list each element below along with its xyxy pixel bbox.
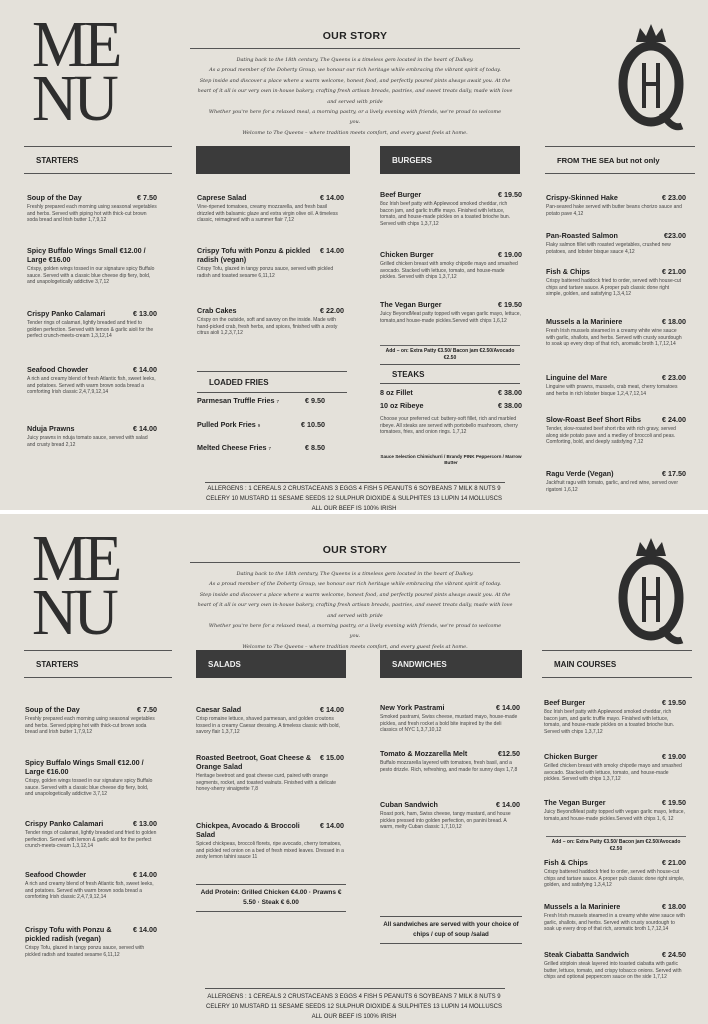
menu-item — [544, 858, 686, 889]
item-name: Spicy Buffalo Wings Small €12.00 / Large €16.00 — [25, 758, 144, 776]
item-desc: Crispy Tofu, glazed in tangy ponzu sauce, served with pickled radish and toasted sesame 6,11,12 — [197, 266, 334, 279]
menu-item — [546, 193, 686, 217]
item-desc: Crispy, golden wings tossed in our signature spicy Buffalo sauce. Served with a classic blue cheese dip fiery, bold, and unapologetically addictive 3,7,12 — [27, 266, 155, 286]
story-para: Dating back to the 18th century, The Queens is a timeless gem located in the heart of Dalkey. — [236, 57, 474, 63]
item-desc: Crispy on the outside, soft and savory on the inside. Made with hand-picked crab, fresh herbs, and spices, finished with a zesty citrus aioli 1,2,3,7,12 — [197, 317, 338, 337]
header-main-courses: MAIN COURSES — [542, 650, 692, 678]
item-desc: Roast pork, ham, Swiss cheese, tangy mustard, and house pickles pressed into golden perfection, on panini bread. A warm, melty Cuban classic 1,7,10,12 — [380, 811, 511, 831]
item-price: €12.50 — [498, 749, 520, 758]
item-name: 10 oz Ribeye — [380, 401, 424, 410]
menu-item — [380, 749, 520, 773]
story-divider — [190, 562, 520, 563]
menu-item — [196, 753, 344, 793]
menu-page-2 — [0, 514, 708, 1024]
menu-item — [197, 193, 344, 224]
item-desc: Smoked pastrami, Swiss cheese, mustard mayo, house-made pickles, and fresh rocket a bold bite inspired by the deli classics of NYC 1,3,7,10,12 — [380, 714, 518, 734]
sandwiches-column — [380, 703, 520, 843]
item-price: € 9.50 — [305, 396, 325, 405]
burger-addon: Add – on: Extra Patty €3.50/ Bacon jam €2.50/Avocado €2.50 — [551, 839, 681, 852]
item-desc: 8oz Irish beef patty with Applewood smoked cheddar, rich bacon jam, and garlic truffle mayo. Finished with lettuce, tomato, and house-made pickles on a toasted brioche bun. Served with chips 1,3,7,12 — [544, 709, 675, 735]
burger-addon: Add – on: Extra Patty €3.50/ Bacon jam €2.50/Avocado €2.50 — [385, 348, 515, 361]
menu-item — [546, 317, 686, 348]
menu-item — [546, 267, 686, 298]
item-desc: Tender rings of calamari, lightly breaded and fried to golden perfection. Served with lemon & garlic aioli for the perfect crunch-meets-cream 1,3,12,14 — [25, 830, 157, 850]
header-blank-band — [196, 146, 350, 174]
item-desc: Linguine with prawns, mussels, crab meat, cherry tomatoes and herbs in rich lobster bisque 1,2,4,7,12,14 — [546, 384, 678, 397]
menu-item — [197, 306, 344, 337]
item-price: € 18.00 — [662, 317, 686, 326]
menu-page-1 — [0, 0, 708, 510]
item-name: Roasted Beetroot, Goat Cheese & Orange Salad — [196, 753, 312, 771]
menu-item — [27, 246, 157, 286]
item-name: Slow-Roast Beef Short Ribs — [546, 415, 642, 424]
item-name: Nduja Prawns — [27, 424, 75, 433]
item-name: Fish & Chips — [544, 858, 588, 867]
header-starters: STARTERS — [24, 650, 172, 678]
item-price: € 38.00 — [498, 401, 522, 410]
story-para: Step inside and discover a place where a warm welcome, honest food, and perfectly poured pints always await you. At the — [199, 77, 511, 84]
from-the-sea-column — [546, 193, 686, 493]
menu-item — [196, 705, 344, 736]
item-desc: Grilled striploin steak layered into toasted ciabatta with garlic butter, lettuce, tomato, and crispy tobacco onions. Served with chips and optional peppercorn sauce on the side 1,7,12 — [544, 961, 682, 981]
allergens-note — [0, 992, 708, 1022]
menu-item — [27, 309, 157, 340]
header-starters: STARTERS — [24, 146, 172, 174]
item-price: € 14.00 — [320, 246, 344, 255]
menu-item — [27, 365, 157, 396]
item-price: € 14.00 — [133, 870, 157, 879]
item-price: € 19.50 — [498, 300, 522, 309]
menu-item — [25, 819, 157, 850]
allergen-code: 7 — [268, 446, 272, 451]
queens-crown-logo-icon — [618, 18, 684, 138]
menu-logo-line1: ME — [32, 522, 119, 595]
item-desc: Crispy Tofu, glazed in tangy ponzu sauce, served with pickled radish and toasted sesame 6,11,12 — [25, 945, 145, 958]
item-name: Chicken Burger — [544, 752, 598, 761]
item-desc: Pan-seared hake served with butter beans chorizo sauce and potato pave 4,12 — [546, 204, 682, 217]
menu-item — [380, 388, 522, 397]
item-desc: Tender rings of calamari, lightly breaded and fried to golden perfection. Served with lemon & garlic aioli for the perfect crunch-meets-cream 1,3,12,14 — [27, 320, 154, 340]
item-desc: Crispy battered haddock fried to order, served with house-cut chips and tartare sauce. A proper pub classic done right simple, golden, and satisfying 1,3,4,12 — [544, 869, 685, 889]
menu-item — [380, 300, 522, 324]
menu-item — [544, 698, 686, 735]
menu-item — [546, 415, 686, 446]
item-price: € 19.00 — [498, 250, 522, 259]
item-desc: Jackfruit ragu with tomato, garlic, and red wine, served over rigatoni 1,6,12 — [546, 480, 679, 493]
item-price: € 14.00 — [133, 925, 157, 934]
item-name: Cuban Sandwich — [380, 800, 438, 809]
add-protein-note: Add Protein: Grilled Chicken €4.00 · Prawns € 5.50 · Steak € 6.00 — [196, 884, 346, 912]
main-courses-column — [544, 698, 686, 822]
sauce-selection: Sauce Selection Chimichurri / Brandy PINK Peppercorn / Marrow Butter — [380, 454, 522, 465]
item-price: € 14.00 — [133, 365, 157, 374]
menu-item — [380, 190, 522, 227]
menu-logo-line2: NU — [32, 576, 115, 650]
item-desc: Grilled chicken breast with smoky chipotle mayo and smashed avocado. Stacked with lettuce, tomato, and house-made pickles. Served with chips 1,3,7,12 — [380, 261, 518, 281]
menu-item — [380, 800, 520, 831]
story-para: Whether you're here for a relaxed meal, a morning pastry, or a lively evening with friends, we're proud to welcome — [208, 623, 502, 630]
item-desc: 8oz Irish beef patty with Applewood smoked cheddar, rich bacon jam, and garlic truffle mayo. Finished with lettuce, tomato, and house-made pickles on a toasted brioche bun. Served with chips 1,3,7,12 — [380, 201, 511, 227]
item-name: Pulled Pork Fries — [197, 420, 256, 429]
item-price: € 22.00 — [320, 306, 344, 315]
item-desc: Crispy, golden wings tossed in our signature spicy Buffalo sauce. Served with a classic blue cheese dip fiery, bold, and unapologetically addictive 3,7,12 — [25, 778, 153, 798]
item-price: € 18.00 — [662, 902, 686, 911]
menu-logo — [32, 8, 142, 136]
item-name: Chickpea, Avocado & Broccoli Salad — [196, 821, 300, 839]
divider — [205, 482, 505, 483]
item-desc: Juicy prawns in nduja tomato sauce, served with salad and crusty bread 2,12 — [27, 435, 148, 448]
item-desc: Flaky salmon fillet with roasted vegetables, crushed new potatoes, and lobster bisque sauce 4,12 — [546, 242, 671, 255]
menu-item — [27, 193, 157, 224]
item-desc: Fresh Irish mussels steamed in a creamy white wine sauce with garlic, shallots, and herbs. Served with crusty sourdough to soak up every drop of that rich, aromatic broth 1,7,12,14 — [544, 913, 685, 933]
header-loaded-fries: LOADED FRIES — [197, 371, 347, 393]
item-desc: Juicy BeyondMeat patty topped with vegan garlic mayo, lettuce, tomato,and house-made pickles.Served with chips 1, 6, 12 — [544, 809, 685, 822]
story-para: heart of it all is our very own in-house bakery, crafting fresh artisan breads, pastries, and sweet treats daily, made with love — [197, 602, 513, 609]
menu-item — [27, 424, 157, 448]
main-courses-column-2 — [544, 858, 686, 998]
item-price: € 24.50 — [662, 950, 686, 959]
menu-item — [25, 758, 157, 798]
story-para: Welcome to The Queens – where tradition meets comfort, and every guest feels at home. — [242, 129, 468, 136]
menu-item — [380, 250, 522, 281]
menu-item — [544, 950, 686, 981]
item-desc: Grilled chicken breast with smoky chipotle mayo and smashed avocado. Stacked with lettuce, tomato, and house-made pickles. Served with chips 1,3,7,12 — [544, 763, 682, 783]
item-price: € 7.50 — [137, 193, 157, 202]
item-name: Beef Burger — [544, 698, 586, 707]
item-desc: Fresh Irish mussels steamed in a creamy white wine sauce with garlic, shallots, and herbs. Served with crusty sourdough to soak up every drop of that rich, aromatic broth 1,7,12,14 — [546, 328, 682, 348]
allergens-line3: ALL OUR BEEF IS 100% IRISH — [311, 1014, 397, 1020]
menu-item — [546, 373, 686, 397]
item-name: Crispy Panko Calamari — [27, 309, 106, 318]
item-price: € 14.00 — [320, 821, 344, 830]
header-burgers: BURGERS — [380, 146, 520, 174]
item-desc: Crisp romaine lettuce, shaved parmesan, and golden croutons tossed in a creamy Caesar dressing. A timeless classic with bold, savory flair 1,3,7,12 — [196, 716, 340, 736]
story-para: As a proud member of the Doherty Group, we honour our rich heritage while embracing the vibrant spirit of today. — [209, 67, 501, 74]
menu-item — [380, 401, 522, 410]
item-desc: A rich and creamy blend of fresh Atlantic fish, sweet leeks, and potatoes. Served with warm brown soda bread a comforting Irish classic 2,4,7,9,12,14 — [27, 376, 156, 396]
header-salads: SALADS — [196, 650, 346, 678]
item-desc: Juicy BeyondMeat patty topped with vegan garlic mayo, lettuce, tomato,and house-made pickles.Served with chips 1,6,12 — [380, 311, 521, 324]
story-title: OUR STORY — [322, 30, 388, 42]
item-price: €23.00 — [664, 231, 686, 240]
menu-item — [25, 705, 157, 736]
menu-item — [544, 902, 686, 933]
menu-logo-line1: ME — [32, 8, 119, 81]
item-name: The Vegan Burger — [544, 798, 606, 807]
mains-column — [197, 193, 344, 363]
item-price: € 23.00 — [662, 373, 686, 382]
item-price: € 14.00 — [133, 424, 157, 433]
item-desc: Heritage beetroot and goat cheese curd, paired with orange segments, rocket, and toasted walnuts. Finished with a delicate honey-sherry vinaigrette 7,8 — [196, 773, 337, 793]
header-steaks: STEAKS — [380, 364, 520, 384]
our-story — [180, 544, 530, 652]
item-name: The Vegan Burger — [380, 300, 442, 309]
item-name: New York Pastrami — [380, 703, 445, 712]
menu-item — [196, 821, 344, 861]
menu-item — [197, 396, 325, 406]
story-para: and served with pride — [327, 612, 383, 619]
item-name: Crispy Panko Calamari — [25, 819, 104, 828]
item-price: € 13.00 — [133, 819, 157, 828]
item-desc: Freshly prepared each morning using seasonal vegetables and herbs. Served with piping hot with thick-cut brown soda bread and Irish butter 1,7,9,12 — [27, 204, 157, 224]
item-price: € 10.50 — [301, 420, 325, 429]
allergens-line2: CELERY 10 MUSTARD 11 SESAME SEEDS 12 SULPHUR DIOXIDE & SULPHITES 13 LUPIN 14 MOLLUSCS — [206, 1004, 502, 1010]
item-name: Crispy Tofu with Ponzu & pickled radish (vegan) — [197, 246, 311, 264]
item-price: € 21.00 — [662, 267, 686, 276]
item-name: 8 oz Fillet — [380, 388, 413, 397]
story-para: Step inside and discover a place where a warm welcome, honest food, and perfectly poured pints always await you. At the — [199, 591, 511, 598]
menu-item — [380, 703, 520, 734]
item-name: Tomato & Mozzarella Melt — [380, 749, 468, 758]
story-para: Dating back to the 18th century, The Queens is a timeless gem located in the heart of Dalkey. — [236, 571, 474, 577]
item-name: Caprese Salad — [197, 193, 247, 202]
item-price: € 19.50 — [498, 190, 522, 199]
item-name: Beef Burger — [380, 190, 422, 199]
allergen-code: 7 — [276, 399, 280, 404]
item-name: Seafood Chowder — [27, 365, 89, 374]
steak-desc: Choose your preferred cut: buttery-soft fillet, rich and marbled ribeye. All steaks are served with portobello mushroom, cherry tomatoes, fries, and onion rings. 1,7,12 — [380, 416, 518, 436]
item-price: € 14.00 — [496, 800, 520, 809]
item-price: € 19.50 — [662, 798, 686, 807]
allergens-line1: ALLERGENS : 1 CEREALS 2 CRUSTACEANS 3 EGGS 4 FISH 5 PEANUTS 6 SOYBEANS 7 MILK 8 NUTS 9 — [207, 486, 501, 492]
item-name: Soup of the Day — [27, 193, 82, 202]
menu-item — [544, 798, 686, 822]
item-name: Crab Cakes — [197, 306, 237, 315]
divider — [205, 988, 505, 989]
menu-item — [197, 246, 344, 279]
allergens-note — [0, 484, 708, 510]
item-desc: Tender, slow-roasted beef short ribs with rich gravy, served along side potato pave and a medley of broccoli and peas. Comforting, bold, and deeply satisfying 7,12 — [546, 426, 676, 446]
item-name: Soup of the Day — [25, 705, 80, 714]
menu-logo-line2: NU — [32, 62, 115, 136]
item-price: € 15.00 — [320, 753, 344, 762]
menu-item — [25, 870, 157, 901]
allergens-line3: ALL OUR BEEF IS 100% IRISH — [311, 506, 397, 510]
item-price: € 8.50 — [305, 443, 325, 452]
item-desc: Buffalo mozzarella layered with tomatoes, fresh basil, and a pesto drizzle. Rich, refreshing, and made for sunny days 1,7,8 — [380, 760, 518, 773]
story-para: you. — [349, 119, 361, 126]
item-price: € 38.00 — [498, 388, 522, 397]
item-name: Linguine del Mare — [546, 373, 608, 382]
story-para: heart of it all is our very own in-house bakery, crafting fresh artisan breads, pastries, and sweet treats daily, made with love — [197, 88, 513, 95]
item-name: Fish & Chips — [546, 267, 590, 276]
item-name: Ragu Verde (Vegan) — [546, 469, 614, 478]
item-desc: Crispy battered haddock fried to order, served with house-cut chips and tartare sauce. A proper pub classic done right simple, golden, and satisfying 1,3,4,12 — [546, 278, 682, 298]
item-name: Seafood Chowder — [25, 870, 87, 879]
story-para: you. — [349, 633, 361, 640]
header-from-the-sea: FROM THE SEA but not only — [545, 146, 695, 174]
menu-item — [197, 420, 325, 430]
item-name: Melted Cheese Fries — [197, 443, 267, 452]
item-price: € 19.50 — [662, 698, 686, 707]
item-price: € 19.00 — [662, 752, 686, 761]
item-name: Steak Ciabatta Sandwich — [544, 950, 630, 959]
item-name: Crispy-Skinned Hake — [546, 193, 618, 202]
item-price: € 23.00 — [662, 193, 686, 202]
story-title: OUR STORY — [322, 544, 388, 556]
item-price: € 14.00 — [496, 703, 520, 712]
menu-item — [197, 443, 325, 453]
item-name: Mussels a la Mariniere — [546, 317, 623, 326]
item-name: Chicken Burger — [380, 250, 434, 259]
item-price: € 7.50 — [137, 705, 157, 714]
starters-column — [27, 193, 157, 463]
divider — [380, 345, 520, 346]
divider — [546, 836, 686, 837]
starters-column — [25, 705, 157, 985]
item-name: Spicy Buffalo Wings Small €12.00 / Large €16.00 — [27, 246, 146, 264]
item-name: Crispy Tofu with Ponzu & pickled radish (vegan) — [25, 925, 112, 943]
burgers-column — [380, 190, 522, 342]
item-price: € 14.00 — [320, 193, 344, 202]
menu-item — [544, 752, 686, 783]
story-para: As a proud member of the Doherty Group, we honour our rich heritage while embracing the vibrant spirit of today. — [209, 581, 501, 588]
item-name: Caesar Salad — [196, 705, 242, 714]
item-desc: Vine-ripened tomatoes, creamy mozzarella, and fresh basil drizzled with balsamic glaze and extra virgin olive oil. A timeless classic, reimagined with a summer flair 7,12 — [197, 204, 338, 224]
menu-logo — [32, 522, 142, 650]
menu-item — [25, 925, 157, 958]
item-price: € 14.00 — [320, 705, 344, 714]
salads-column — [196, 705, 344, 885]
item-desc: Freshly prepared each morning using seasonal vegetables and herbs. Served piping hot with thick-cut brown soda bread and Irish butter 1,7,9,12 — [25, 716, 155, 736]
allergen-code: 9 — [257, 423, 261, 428]
menu-item — [546, 231, 686, 255]
item-price: € 17.50 — [662, 469, 686, 478]
allergens-line1: ALLERGENS : 1 CEREALS 2 CRUSTACEANS 3 EGGS 4 FISH 5 PEANUTS 6 SOYBEANS 7 MILK 8 NUTS 9 — [207, 994, 501, 1000]
story-text — [180, 55, 530, 138]
story-para: Whether you're here for a relaxed meal, a morning pastry, or a lively evening with friends, we're proud to welcome — [208, 109, 502, 116]
allergens-line2: CELERY 10 MUSTARD 11 SESAME SEEDS 12 SULPHUR DIOXIDE & SULPHITES 13 LUPIN 14 MOLLUSCS — [206, 496, 502, 502]
item-price: € 24.00 — [662, 415, 686, 424]
sandwich-sides-note: All sandwiches are served with your choice of chips / cup of soup /salad — [380, 916, 522, 944]
item-name: Parmesan Truffle Fries — [197, 396, 275, 405]
story-divider — [190, 48, 520, 49]
story-para: and served with pride — [327, 98, 383, 105]
item-desc: Spiced chickpeas, broccoli florets, ripe avocado, cherry tomatoes, and pickled red onion on a bed of fresh mixed leaves. Dressed in a zesty lemon tahini sauce 11 — [196, 841, 344, 861]
story-text — [180, 569, 530, 652]
item-price: € 21.00 — [662, 858, 686, 867]
item-name: Mussels a la Mariniere — [544, 902, 621, 911]
loaded-fries-column — [197, 396, 325, 462]
our-story — [180, 30, 530, 138]
steaks-column — [380, 388, 522, 478]
story-para: Welcome to The Queens – where tradition meets comfort, and every guest feels at home. — [242, 643, 468, 650]
item-price: € 13.00 — [133, 309, 157, 318]
item-name: Pan-Roasted Salmon — [546, 231, 618, 240]
queens-crown-logo-icon — [618, 532, 684, 652]
header-sandwiches: SANDWICHES — [380, 650, 522, 678]
item-desc: A rich and creamy blend of fresh Atlantic fish, sweet leeks, and potatoes. Served with warm brown soda bread a comforting Irish classic 2,4,7,9,12,14 — [25, 881, 154, 901]
